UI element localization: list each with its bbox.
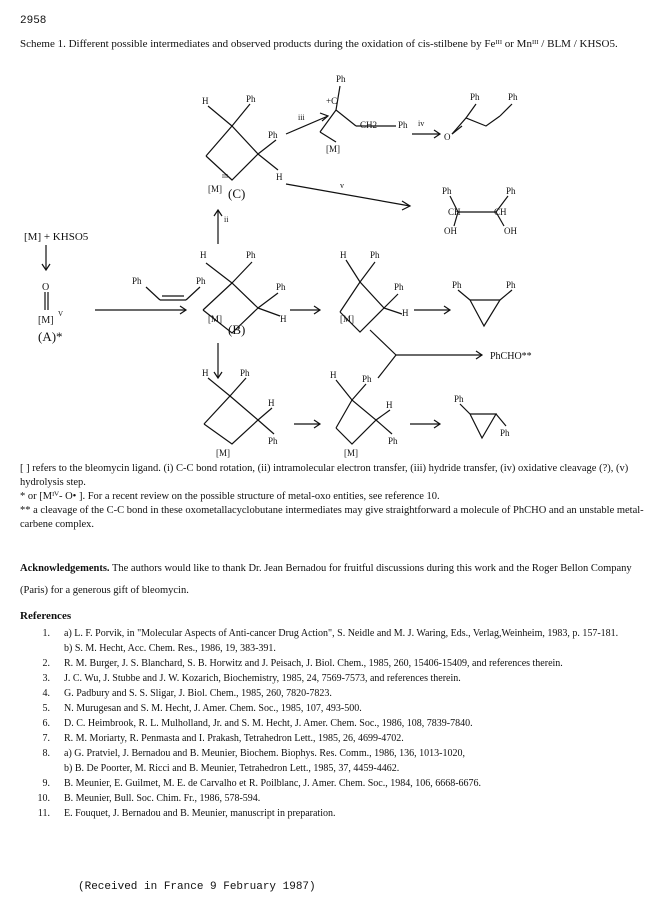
low1-ph-right: Ph bbox=[268, 436, 278, 446]
low1-h-right: H bbox=[268, 398, 275, 408]
epoxide-ph1: Ph bbox=[452, 280, 462, 290]
cation-ch2: CH2 bbox=[360, 120, 378, 130]
reference-item: 2. R. M. Burger, J. S. Blanchard, S. B. Horwitz and J. Peisach, J. Biol. Chem., 1985, 260, 15406-15409, and references therein. bbox=[42, 658, 563, 669]
cation-ph: Ph bbox=[336, 74, 346, 84]
scheme-caption: Scheme 1. Different possible intermediates and observed products during the oxidation of cis-stilbene by Feᴵᴵᴵ or Mnᴵᴵᴵ / BLM / KHSO5. bbox=[20, 38, 618, 50]
reference-item: b) B. De Poorter, M. Ricci and B. Meunier, Tetrahedron Lett., 1985, 37, 4459-4462. bbox=[64, 763, 400, 774]
C-h-right: H bbox=[276, 172, 283, 182]
reference-item: 10. B. Meunier, Bull. Soc. Chim. Fr., 1986, 578-594. bbox=[37, 793, 261, 804]
B-ph-right: Ph bbox=[276, 282, 286, 292]
cation-c: +C bbox=[326, 96, 338, 106]
diol-ph1: Ph bbox=[442, 186, 452, 196]
trans-epoxide-ph1: Ph bbox=[454, 394, 464, 404]
step-iv: iv bbox=[418, 119, 425, 128]
phcho-label: PhCHO** bbox=[490, 351, 532, 362]
page-number: 2958 bbox=[20, 15, 47, 27]
reference-item: 8. a) G. Pratviel, J. Bernadou and B. Meunier, Biochem. Biophys. Res. Comm., 1986, 136, 1013-1020, bbox=[42, 748, 465, 759]
reference-item: 4. G. Padbury and S. S. Sligar, J. Biol. Chem., 1985, 260, 7820-7823. bbox=[42, 688, 332, 699]
stilbene-ph-right: Ph bbox=[196, 276, 206, 286]
step-iii: iii bbox=[298, 113, 305, 122]
diol-oh2: OH bbox=[504, 226, 517, 236]
note-1: [ ] refers to the bleomycin ligand. (i) C-C bond rotation, (ii) intramolecular electron transfer, (iii) hydride transfer, (iv) oxidative cleavage (?), (v) hydrolysis step. bbox=[20, 463, 629, 488]
scheme-notes bbox=[20, 462, 652, 532]
C-ph-right: Ph bbox=[268, 130, 278, 140]
low2-ph-right: Ph bbox=[388, 436, 398, 446]
B-h-top: H bbox=[200, 250, 207, 260]
note-3: ** a cleavage of the C-C bond in these oxometallacyclobutane intermediates may give straightforward a molecule of PhCHO and an unstable metal-carbene complex. bbox=[20, 505, 644, 530]
reference-item: 5. N. Murugesan and S. M. Hecht, J. Amer. Chem. Soc., 1985, 107, 493-500. bbox=[42, 703, 362, 714]
received-date: (Received in France 9 February 1987) bbox=[78, 881, 316, 893]
C-metal: [M] bbox=[208, 184, 222, 194]
C-ph-top: Ph bbox=[246, 94, 256, 104]
oxo-o-label: O bbox=[42, 282, 50, 293]
sq2-h-top: H bbox=[340, 250, 347, 260]
low2-ph: Ph bbox=[362, 374, 372, 384]
low2-h: H bbox=[330, 370, 337, 380]
low1-ph: Ph bbox=[240, 368, 250, 378]
reference-item: 9. B. Meunier, E. Guilmet, M. E. de Carvalho et R. Poilblanc, J. Amer. Chem. Soc., 1984, 106, 6668-6676. bbox=[42, 778, 482, 789]
B-ph-top: Ph bbox=[246, 250, 256, 260]
sq2-ph-right: Ph bbox=[394, 282, 404, 292]
reference-item: 3. J. C. Wu, J. Stubbe and J. W. Kozarich, Biochemistry, 1985, 24, 7569-7573, and references therein. bbox=[42, 673, 461, 684]
note-2: * or [Mᴵⱽ- O• ]. For a recent review on the possible structure of metal-oxo entities, see reference 10. bbox=[20, 491, 440, 502]
low1-h: H bbox=[202, 368, 209, 378]
low2-metal: [M] bbox=[344, 448, 358, 458]
cation-metal: [M] bbox=[326, 144, 340, 154]
sq2-metal: [M] bbox=[340, 314, 354, 324]
label-B: (B) bbox=[228, 322, 246, 337]
ack-text: The authors would like to thank Dr. Jean Bernadou for fruitful discussions during this work and the Roger Bellon Company (Paris) for a generous gift of bleomycin. bbox=[20, 563, 632, 596]
reference-item: 1. a) L. F. Porvik, in "Molecular Aspects of Anti-cancer Drug Action", S. Neidle and M. J. Waring, Eds., Verlag,Weinheim, 1983, p. 157-181. bbox=[42, 628, 619, 639]
diol-oh1: OH bbox=[444, 226, 457, 236]
low2-h-right: H bbox=[386, 400, 393, 410]
sq2-ph-top: Ph bbox=[370, 250, 380, 260]
epoxide-ph2: Ph bbox=[506, 280, 516, 290]
reference-item: b) S. M. Hecht, Acc. Chem. Res., 1986, 19, 383-391. bbox=[64, 643, 276, 654]
C-metal-iii: III bbox=[222, 174, 228, 180]
oxo-metal-v-label: V bbox=[58, 310, 64, 318]
sq2-h-right: H bbox=[402, 308, 409, 318]
reagent-label: [M] + KHSO5 bbox=[24, 231, 89, 243]
label-A: (A)* bbox=[38, 329, 63, 344]
C-h-top: H bbox=[202, 96, 209, 106]
ketone-ph1: Ph bbox=[470, 92, 480, 102]
reference-item: 6. D. C. Heimbrook, R. L. Mulholland, Jr. and S. M. Hecht, J. Amer. Chem. Soc., 1986, 108, 7839-7840. bbox=[42, 718, 473, 729]
trans-epoxide-ph2: Ph bbox=[500, 428, 510, 438]
acknowledgements bbox=[20, 558, 652, 602]
diol-ph2: Ph bbox=[506, 186, 516, 196]
stilbene-ph-left: Ph bbox=[132, 276, 142, 286]
references-title: References bbox=[20, 610, 72, 622]
oxo-metal-label: [M] bbox=[38, 315, 54, 326]
reference-item: 11. E. Fouquet, J. Bernadou and B. Meunier, manuscript in preparation. bbox=[37, 808, 336, 819]
B-metal: [M] bbox=[208, 314, 222, 324]
references-list bbox=[20, 626, 652, 821]
B-h-right: H bbox=[280, 314, 287, 324]
cation-ph-end: Ph bbox=[398, 120, 408, 130]
step-ii: ii bbox=[224, 215, 229, 224]
ketone-ph2: Ph bbox=[508, 92, 518, 102]
reference-item: 7. R. M. Moriarty, R. Penmasta and I. Prakash, Tetrahedron Lett., 1985, 26, 4699-4702. bbox=[42, 733, 404, 744]
low1-metal: [M] bbox=[216, 448, 230, 458]
diol-ch2: CH bbox=[494, 207, 507, 217]
label-C: (C) bbox=[228, 186, 246, 201]
ketone-o: O bbox=[444, 132, 451, 142]
step-v: v bbox=[340, 181, 344, 190]
diol-ch1: CH bbox=[448, 207, 461, 217]
ack-title: Acknowledgements. bbox=[20, 563, 110, 574]
